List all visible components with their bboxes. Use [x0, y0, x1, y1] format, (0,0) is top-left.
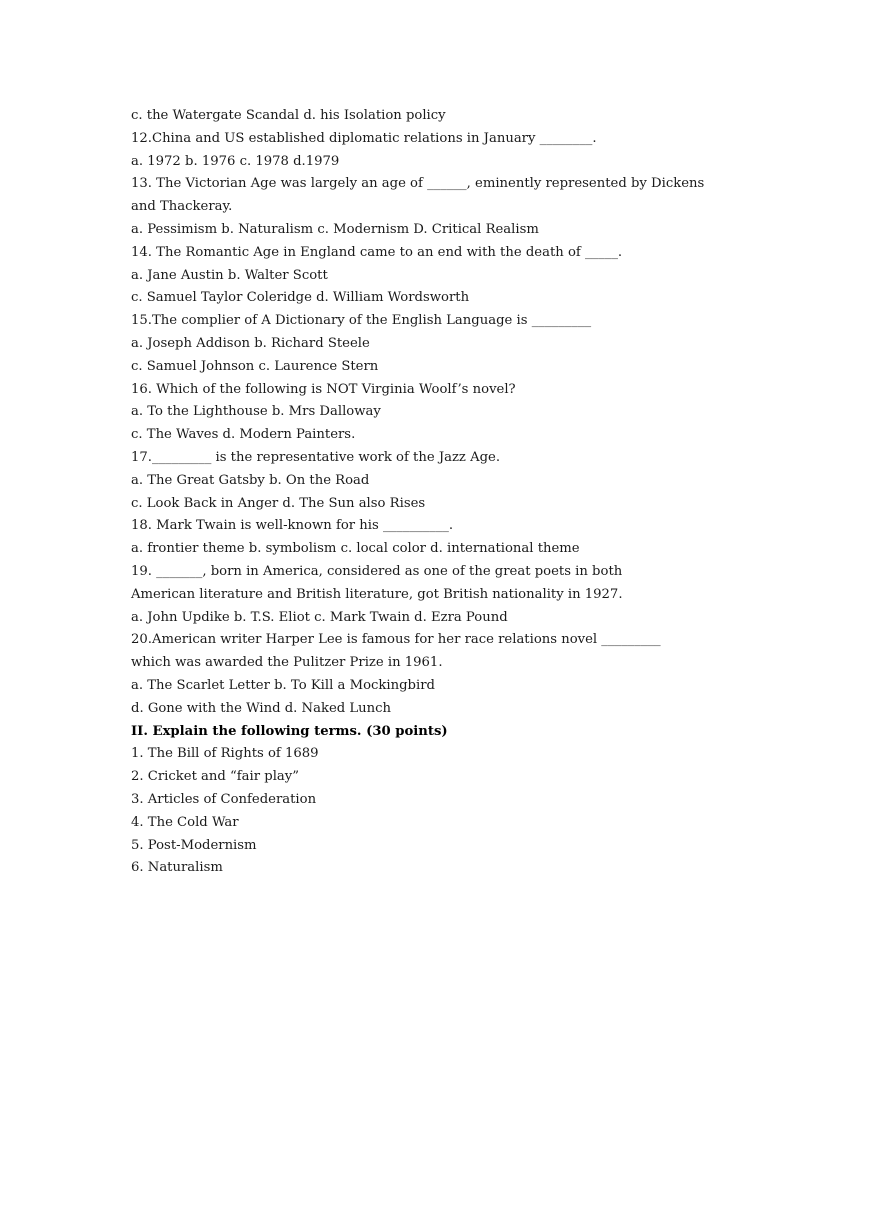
q16-question: 16. Which of the following is NOT Virginia Woolf’s novel?	[131, 381, 516, 397]
q16-options-cd: c. The Waves d. Modern Painters.	[131, 427, 356, 443]
q15-options-cd: c. Samuel Johnson c. Laurence Stern	[131, 358, 379, 374]
q17-options-ab: a. The Great Gatsby b. On the Road	[131, 472, 370, 488]
exam-text-body	[131, 105, 751, 880]
section-ii-heading: II. Explain the following terms. (30 points)	[131, 723, 448, 739]
q14-options-ab: a. Jane Austin b. Walter Scott	[131, 267, 328, 283]
term-item: 4. The Cold War	[131, 814, 239, 830]
q19-question-line-1: 19. _______, born in America, considered as one of the great poets in both	[131, 563, 623, 579]
term-item: 1. The Bill of Rights of 1689	[131, 746, 319, 762]
term-item: 6. Naturalism	[131, 860, 223, 876]
q14-question: 14. The Romantic Age in England came to an end with the death of _____.	[131, 244, 623, 260]
q13-question-line-2: and Thackeray.	[131, 199, 233, 215]
q17-question: 17._________ is the representative work of the Jazz Age.	[131, 449, 501, 465]
q18-question: 18. Mark Twain is well-known for his __________.	[131, 518, 454, 534]
q14-options-cd: c. Samuel Taylor Coleridge d. William Wordsworth	[131, 290, 470, 306]
q20-question-line-2: which was awarded the Pulitzer Prize in 1961.	[131, 655, 443, 671]
q13-options: a. Pessimism b. Naturalism c. Modernism D. Critical Realism	[131, 221, 539, 237]
q12-question: 12.China and US established diplomatic relations in January ________.	[131, 130, 597, 146]
q15-question: 15.The complier of A Dictionary of the English Language is _________	[131, 313, 592, 329]
term-item: 2. Cricket and “fair play”	[131, 769, 299, 785]
q20-options-cd: d. Gone with the Wind d. Naked Lunch	[131, 700, 392, 716]
q19-options: a. John Updike b. T.S. Eliot c. Mark Twain d. Ezra Pound	[131, 609, 508, 625]
q16-options-ab: a. To the Lighthouse b. Mrs Dalloway	[131, 404, 381, 420]
q19-question-line-2: American literature and British literature, got British nationality in 1927.	[131, 586, 623, 602]
q20-question-line-1: 20.American writer Harper Lee is famous for her race relations novel _________	[131, 632, 661, 648]
q17-options-cd: c. Look Back in Anger d. The Sun also Rises	[131, 495, 426, 511]
q12-options: a. 1972 b. 1976 c. 1978 d.1979	[131, 153, 340, 169]
term-item: 5. Post-Modernism	[131, 837, 257, 853]
q11-options-cd: c. the Watergate Scandal d. his Isolation policy	[131, 108, 446, 123]
q18-options: a. frontier theme b. symbolism c. local color d. international theme	[131, 541, 580, 557]
q15-options-ab: a. Joseph Addison b. Richard Steele	[131, 335, 370, 351]
q13-question-line-1: 13. The Victorian Age was largely an age of ______, eminently represented by Dickens	[131, 176, 705, 192]
term-item: 3. Articles of Confederation	[131, 791, 317, 807]
q20-options-ab: a. The Scarlet Letter b. To Kill a Mockingbird	[131, 677, 435, 693]
